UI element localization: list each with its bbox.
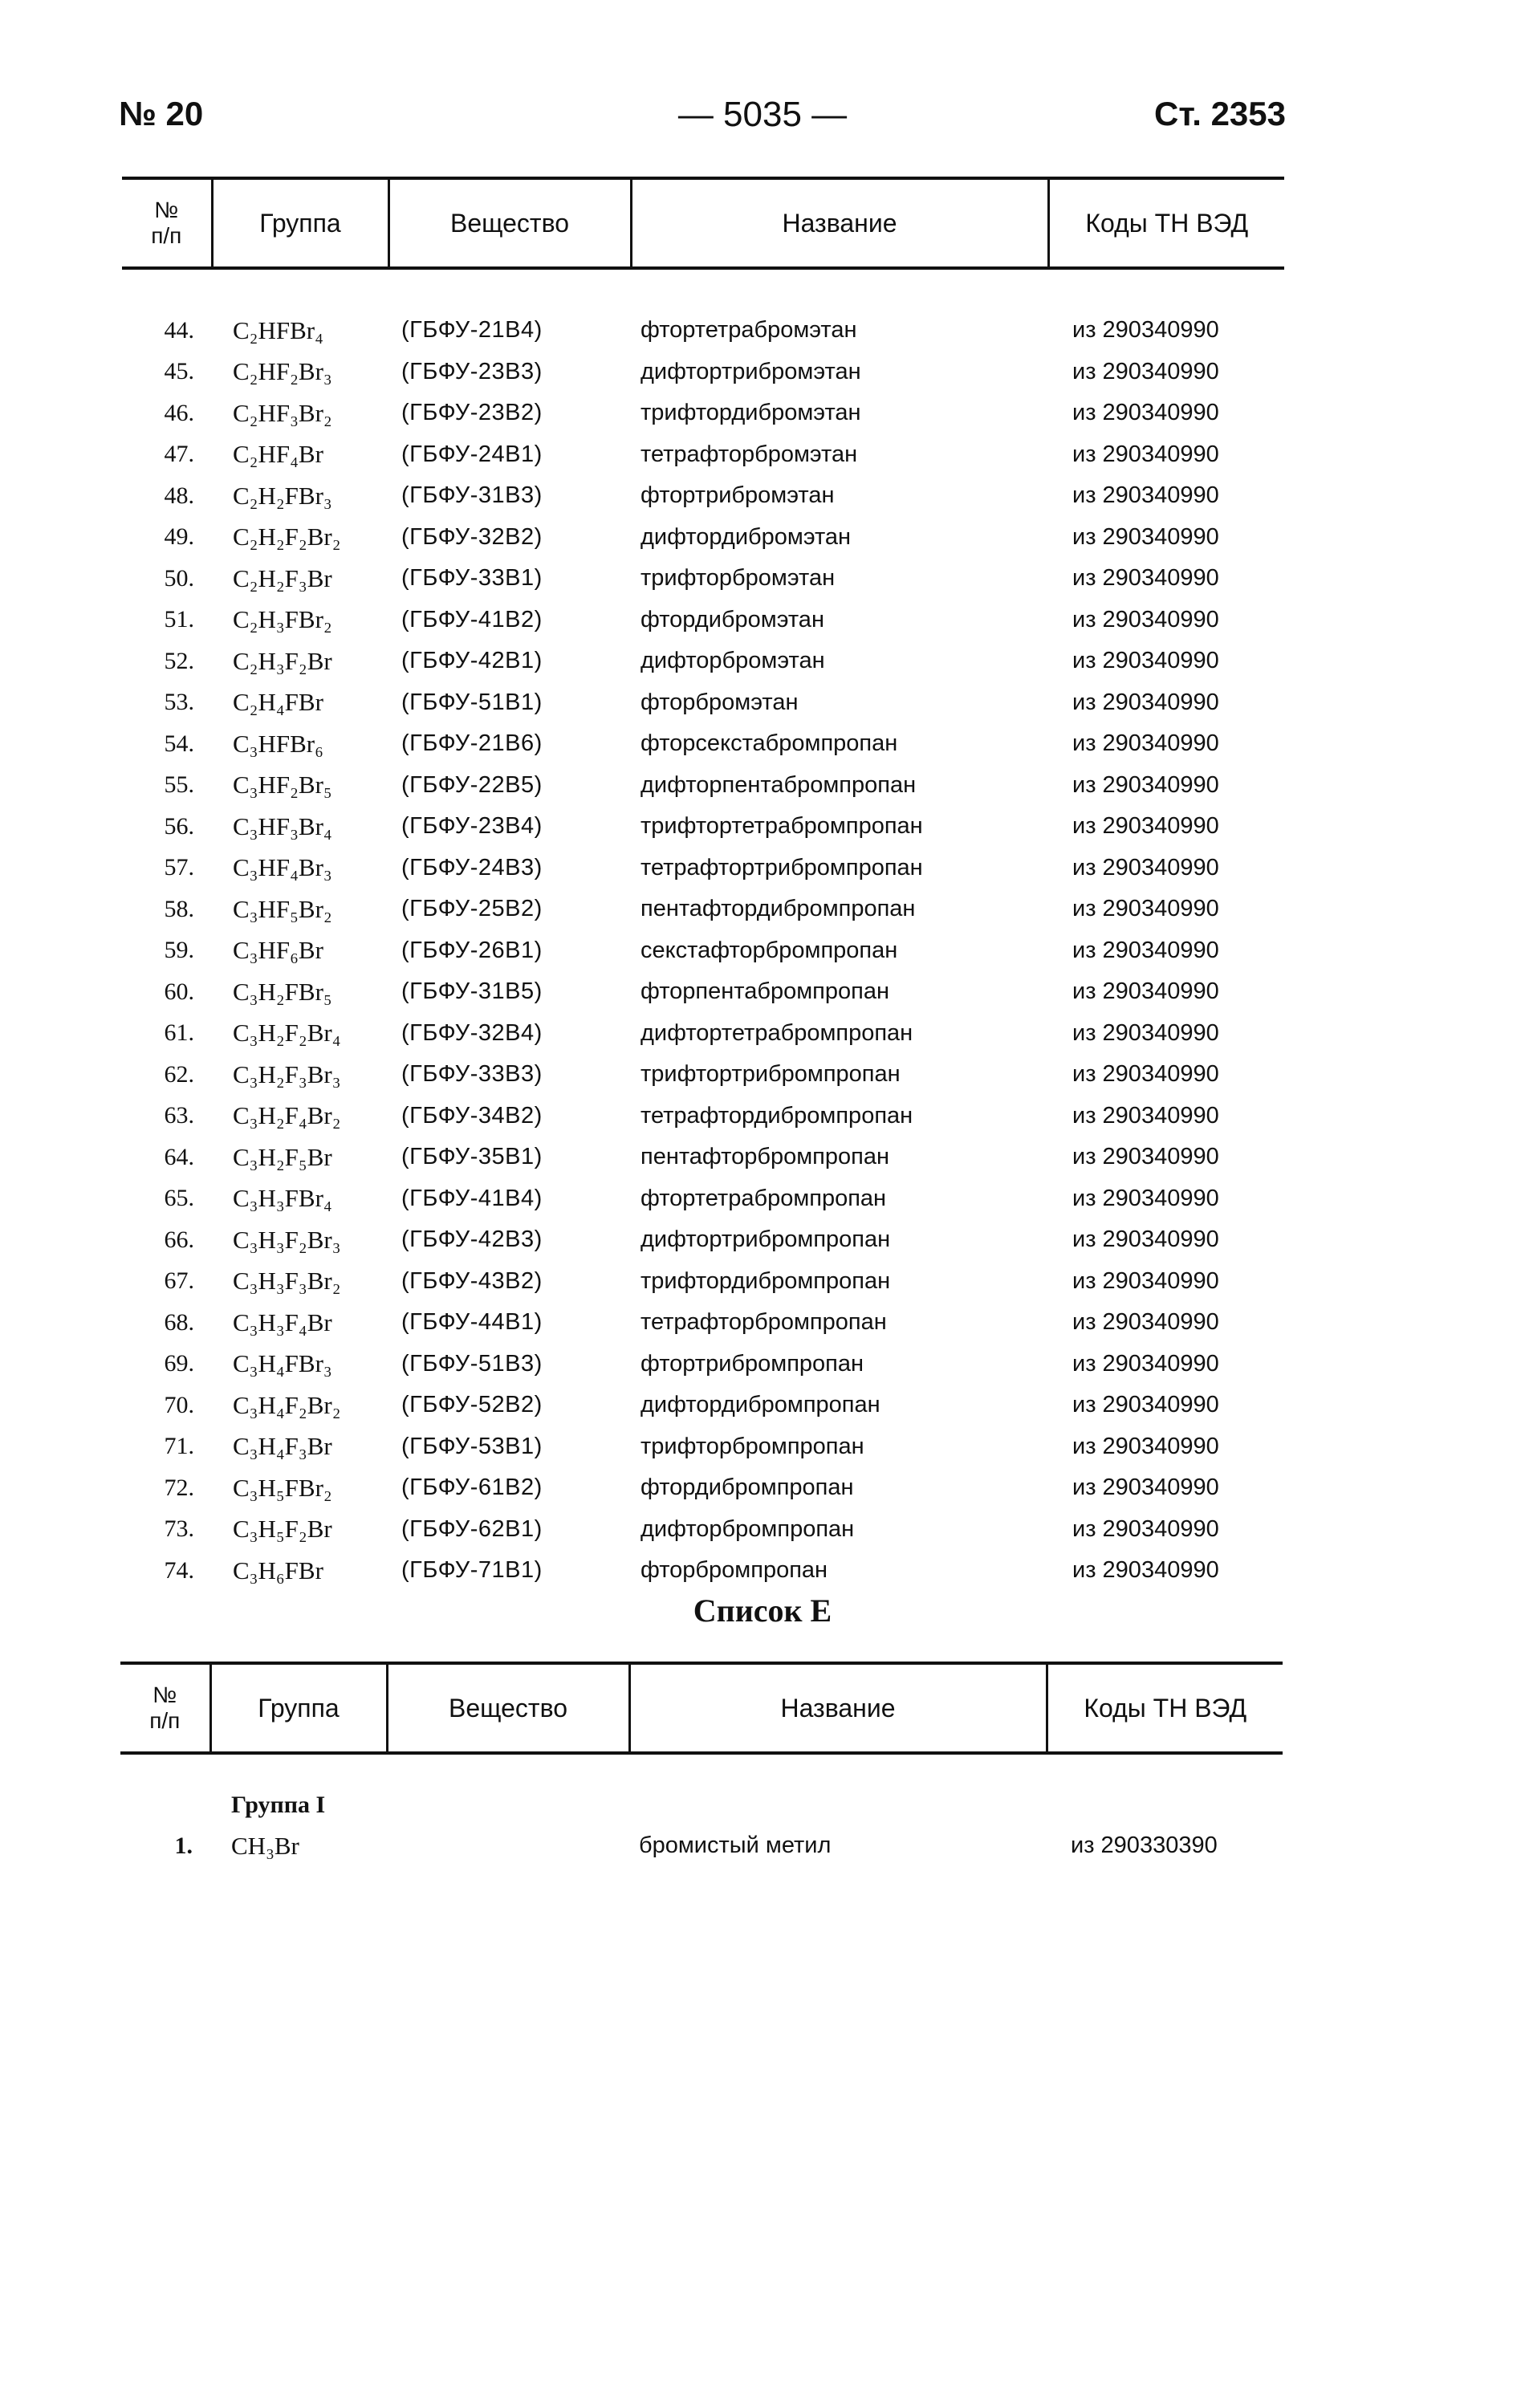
cell-group: C₃H₂F₅Br [233,1142,332,1171]
cell-no: 45. [164,358,194,385]
cell-group: C₃H₂F₂Br₄ [233,1019,341,1047]
cell-group: C₂HF₄Br [233,440,323,469]
table-row [122,1219,1284,1261]
cell-code: из 290340990 [1072,1474,1219,1501]
cell-group: C₃H₂F₃Br₃ [233,1060,341,1088]
cell-name: трифторбромпропан [640,1433,864,1459]
cell-substance: (ГБФУ-35B1) [401,1144,543,1170]
cell-substance: (ГБФУ-61B2) [401,1474,543,1501]
cell-no: 68. [164,1308,194,1336]
cell-code: из 290340990 [1072,482,1219,509]
cell-group: C₃H₅FBr₂ [233,1473,332,1502]
cell-substance: (ГБФУ-31B3) [401,482,543,509]
cell-substance: (ГБФУ-33B3) [401,1061,543,1088]
cell-group: C₃H₅F₂Br [233,1515,332,1544]
table-row [122,806,1284,848]
cell-group: C₃H₂FBr₅ [233,977,332,1006]
cell-substance: (ГБФУ-43B2) [401,1267,543,1294]
cell-name: тетрафторбромпропан [640,1309,887,1336]
table-body [122,268,1284,1592]
cell-substance [387,1825,629,1867]
cell-no: 65. [164,1185,194,1212]
cell-group: C₃HFBr₆ [233,729,323,758]
cell-name: фтортетрабромэтан [640,317,857,344]
cell-name: тетрафтордибромпропан [640,1102,913,1129]
cell-substance: (ГБФУ-31B5) [401,978,543,1005]
cell-substance: (ГБФУ-24B1) [401,441,543,467]
cell-substance: (ГБФУ-51B1) [401,689,543,715]
table-row [122,1054,1284,1096]
cell-group: CH₃Br [231,1831,299,1860]
cell-name: фтортрибромэтан [640,482,835,509]
cell-name: фтордибромэтан [640,606,824,633]
cell-name: дифтортрибромэтан [640,358,861,384]
cell-group: C₃HF₅Br₂ [233,894,332,923]
cell-code: из 290340990 [1072,1309,1219,1336]
cell-substance: (ГБФУ-32B2) [401,523,543,550]
cell-no: 60. [164,978,194,1005]
group-heading: Группа I [231,1792,326,1818]
cell-group: C₃HF₃Br₄ [233,811,332,840]
cell-no: 72. [164,1474,194,1501]
cell-group: C₂H₂F₂Br₂ [233,523,341,551]
cell-no: 59. [164,937,194,964]
column-header-no-label: № п/п [151,197,182,248]
cell-name: фтортрибромпропан [640,1350,864,1377]
group-heading-row [120,1753,1283,1825]
table-row [122,393,1284,434]
cell-substance: (ГБФУ-71B1) [401,1557,543,1584]
cell-substance: (ГБФУ-34B2) [401,1102,543,1129]
cell-name: фторсекстабромпропан [640,730,898,757]
cell-no: 46. [164,399,194,426]
cell-group: C₃H₄FBr₃ [233,1349,332,1378]
cell-no [120,1753,210,1825]
cell-no: 63. [164,1102,194,1129]
table-row [122,434,1284,476]
cell-code: из 290340990 [1072,606,1219,633]
list-e-body [120,1753,1283,1867]
cell-substance: (ГБФУ-21B6) [401,730,543,757]
cell-code: из 290330390 [1071,1832,1218,1859]
cell-code: из 290340990 [1072,1144,1219,1170]
cell-no: 54. [164,730,194,757]
cell-no: 66. [164,1226,194,1253]
cell-name: трифторбромэтан [640,565,836,592]
cell-substance: (ГБФУ-21B4) [401,317,543,344]
cell-name: трифтордибромпропан [640,1267,891,1294]
table-row [122,1261,1284,1303]
column-header-code: Коды ТН ВЭД [1048,178,1284,268]
cell-code: из 290340990 [1072,523,1219,550]
cell-name: пентафтордибромпропан [640,896,916,922]
table-header-row [122,178,1284,268]
cell-name: дифтортетрабромпропан [640,1019,913,1046]
table-row [122,1426,1284,1468]
cell-substance: (ГБФУ-51B3) [401,1350,543,1377]
cell-name: дифтордибромэтан [640,523,852,550]
cell-no: 57. [164,854,194,881]
cell-code: из 290340990 [1072,896,1219,922]
cell-name: дифтортрибромпропан [640,1226,891,1253]
cell-code: из 290340990 [1072,937,1219,963]
cell-no: 67. [164,1267,194,1295]
cell-substance: (ГБФУ-22B5) [401,771,543,798]
cell-code: из 290340990 [1072,648,1219,674]
article-number: Ст. 2353 [1154,95,1286,132]
table-row [122,765,1284,807]
cell-name: трифтортрибромпропан [640,1061,901,1088]
column-header-group: Группа [210,1663,387,1753]
cell-code: из 290340990 [1072,978,1219,1005]
cell-code: из 290340990 [1072,1019,1219,1046]
cell-code: из 290340990 [1072,1061,1219,1088]
cell-name: дифторбромэтан [640,648,825,674]
cell-name: дифторпентабромпропан [640,771,917,798]
cell-group: C₂H₃F₂Br [233,646,332,675]
cell-substance: (ГБФУ-44B1) [401,1309,543,1336]
column-header-substance: Вещество [387,1663,629,1753]
cell-substance: (ГБФУ-33B1) [401,565,543,592]
issue-number: № 20 [119,95,204,132]
cell-code: из 290340990 [1072,689,1219,715]
table-row [120,1825,1283,1867]
cell-group: C₂HFBr₄ [233,315,323,344]
cell-no: 50. [164,564,194,592]
cell-no: 51. [164,606,194,633]
cell-group: C₃H₃F₃Br₂ [233,1267,341,1296]
cell-no: 61. [164,1019,194,1047]
cell-no: 49. [164,523,194,551]
cell-name: тетрафтортрибромпропан [640,854,923,881]
cell-name: фторбромэтан [640,689,799,715]
cell-substance: (ГБФУ-23B4) [401,813,543,840]
cell-code: из 290340990 [1072,730,1219,757]
cell-code: из 290340990 [1072,1557,1219,1584]
cell-code: из 290340990 [1072,1185,1219,1211]
cell-substance: (ГБФУ-24B3) [401,854,543,881]
cell-group: C₃H₃F₂Br₃ [233,1225,341,1254]
cell-no: 69. [164,1350,194,1377]
table-row [122,1550,1284,1592]
cell-substance: (ГБФУ-23B2) [401,400,543,426]
cell-code: из 290340990 [1072,1515,1219,1542]
cell-name: трифтордибромэтан [640,400,861,426]
table-row [122,1178,1284,1220]
cell-name: секстафторбромпропан [640,937,898,963]
cell-name: тетрафторбромэтан [640,441,858,467]
cell-code: из 290340990 [1072,358,1219,384]
column-header-no [122,178,212,268]
cell-no: 62. [164,1060,194,1088]
cell-no: 44. [164,316,194,344]
column-header-name: Название [631,178,1048,268]
table-row [122,517,1284,559]
cell-code: из 290340990 [1072,1102,1219,1129]
cell-code: из 290340990 [1072,1226,1219,1253]
table-row [122,558,1284,600]
cell-group: C₂H₄FBr [233,688,323,717]
cell-code: из 290340990 [1072,1267,1219,1294]
cell-no: 71. [164,1433,194,1460]
cell-name: фтортетрабромпропан [640,1185,887,1211]
cell-substance: (ГБФУ-42B1) [401,648,543,674]
cell-group: C₃H₃F₄Br [233,1308,332,1336]
table-header-row [120,1663,1283,1753]
cell-code: из 290340990 [1072,854,1219,881]
cell-group: C₂HF₂Br₃ [233,357,332,386]
cell-group: C₃H₆FBr [233,1556,323,1584]
cell-group: C₂HF₃Br₂ [233,398,332,427]
cell-substance: (ГБФУ-23B3) [401,358,543,384]
column-header-group: Группа [212,178,388,268]
table-row [122,1467,1284,1509]
cell-group: C₂H₂F₃Br [233,563,332,592]
cell-no: 47. [164,441,194,468]
cell-code: из 290340990 [1072,1350,1219,1377]
column-header-no-label: № п/п [149,1682,181,1733]
cell-no: 52. [164,647,194,674]
table-row [122,475,1284,517]
cell-code: из 290340990 [1072,317,1219,344]
table-row [122,1137,1284,1178]
list-e-table [120,1662,1283,1867]
cell-group: C₂H₃FBr₂ [233,605,332,634]
cell-substance: (ГБФУ-41B2) [401,606,543,633]
table-row [122,1096,1284,1137]
cell-no: 70. [164,1391,194,1418]
cell-no: 56. [164,812,194,840]
cell-no: 1. [174,1832,193,1859]
table-row [122,1509,1284,1551]
column-header-code: Коды ТН ВЭД [1047,1663,1283,1753]
cell-name: дифторбромпропан [640,1515,855,1542]
cell-no: 74. [164,1556,194,1584]
cell-code: из 290340990 [1072,565,1219,592]
table-row [122,971,1284,1013]
cell-no: 64. [164,1143,194,1170]
cell-name: трифтортетрабромпропан [640,813,923,840]
table-row [122,848,1284,889]
cell-code: из 290340990 [1072,1392,1219,1418]
cell-group: C₃H₂F₄Br₂ [233,1101,341,1130]
table-row [122,930,1284,972]
cell-substance: (ГБФУ-25B2) [401,896,543,922]
table-row [122,352,1284,393]
table-row [122,1344,1284,1385]
cell-substance: (ГБФУ-53B1) [401,1433,543,1459]
cell-name: пентафторбромпропан [640,1144,889,1170]
cell-group: C₃H₃FBr₄ [233,1184,332,1213]
table-row [122,600,1284,641]
column-header-substance: Вещество [388,178,631,268]
cell-name: фтордибромпропан [640,1474,854,1501]
cell-group: C₃HF₂Br₅ [233,771,332,799]
cell-group: C₂H₂FBr₃ [233,481,332,510]
cell-code: из 290340990 [1072,441,1219,467]
cell-no: 55. [164,771,194,799]
cell-substance: (ГБФУ-62B1) [401,1515,543,1542]
cell-no: 58. [164,895,194,922]
cell-name: дифтордибромпропан [640,1392,880,1418]
cell-name: фторбромпропан [640,1557,828,1584]
cell-code: из 290340990 [1072,1433,1219,1459]
cell-group: C₃H₄F₂Br₂ [233,1390,341,1419]
cell-substance: (ГБФУ-41B4) [401,1185,543,1211]
table-row [122,1302,1284,1344]
cell-code: из 290340990 [1072,813,1219,840]
page-number: — 5035 — [677,95,848,134]
cell-no: 73. [164,1515,194,1543]
cell-name: фторпентабромпропан [640,978,889,1005]
substances-table [122,177,1284,1592]
list-e-title: Список Е [693,1592,832,1629]
cell-substance: (ГБФУ-42B3) [401,1226,543,1253]
cell-code: из 290340990 [1072,771,1219,798]
cell-group: C₃HF₆Br [233,936,323,965]
table-row [122,723,1284,765]
cell-group: C₃H₄F₃Br [233,1432,332,1461]
cell-no: 53. [164,689,194,716]
cell-name: бромистый метил [639,1832,832,1859]
column-header-name: Название [629,1663,1047,1753]
column-header-no [120,1663,210,1753]
table-row [122,1013,1284,1055]
cell-substance: (ГБФУ-32B4) [401,1019,543,1046]
cell-code: из 290340990 [1072,400,1219,426]
table-row [122,1385,1284,1426]
table-row [122,641,1284,682]
table-row [122,889,1284,930]
cell-group: C₃HF₄Br₃ [233,853,332,882]
cell-substance: (ГБФУ-26B1) [401,937,543,963]
cell-substance: (ГБФУ-52B2) [401,1392,543,1418]
cell-no: 48. [164,482,194,509]
table-row [122,268,1284,352]
table-row [122,682,1284,724]
